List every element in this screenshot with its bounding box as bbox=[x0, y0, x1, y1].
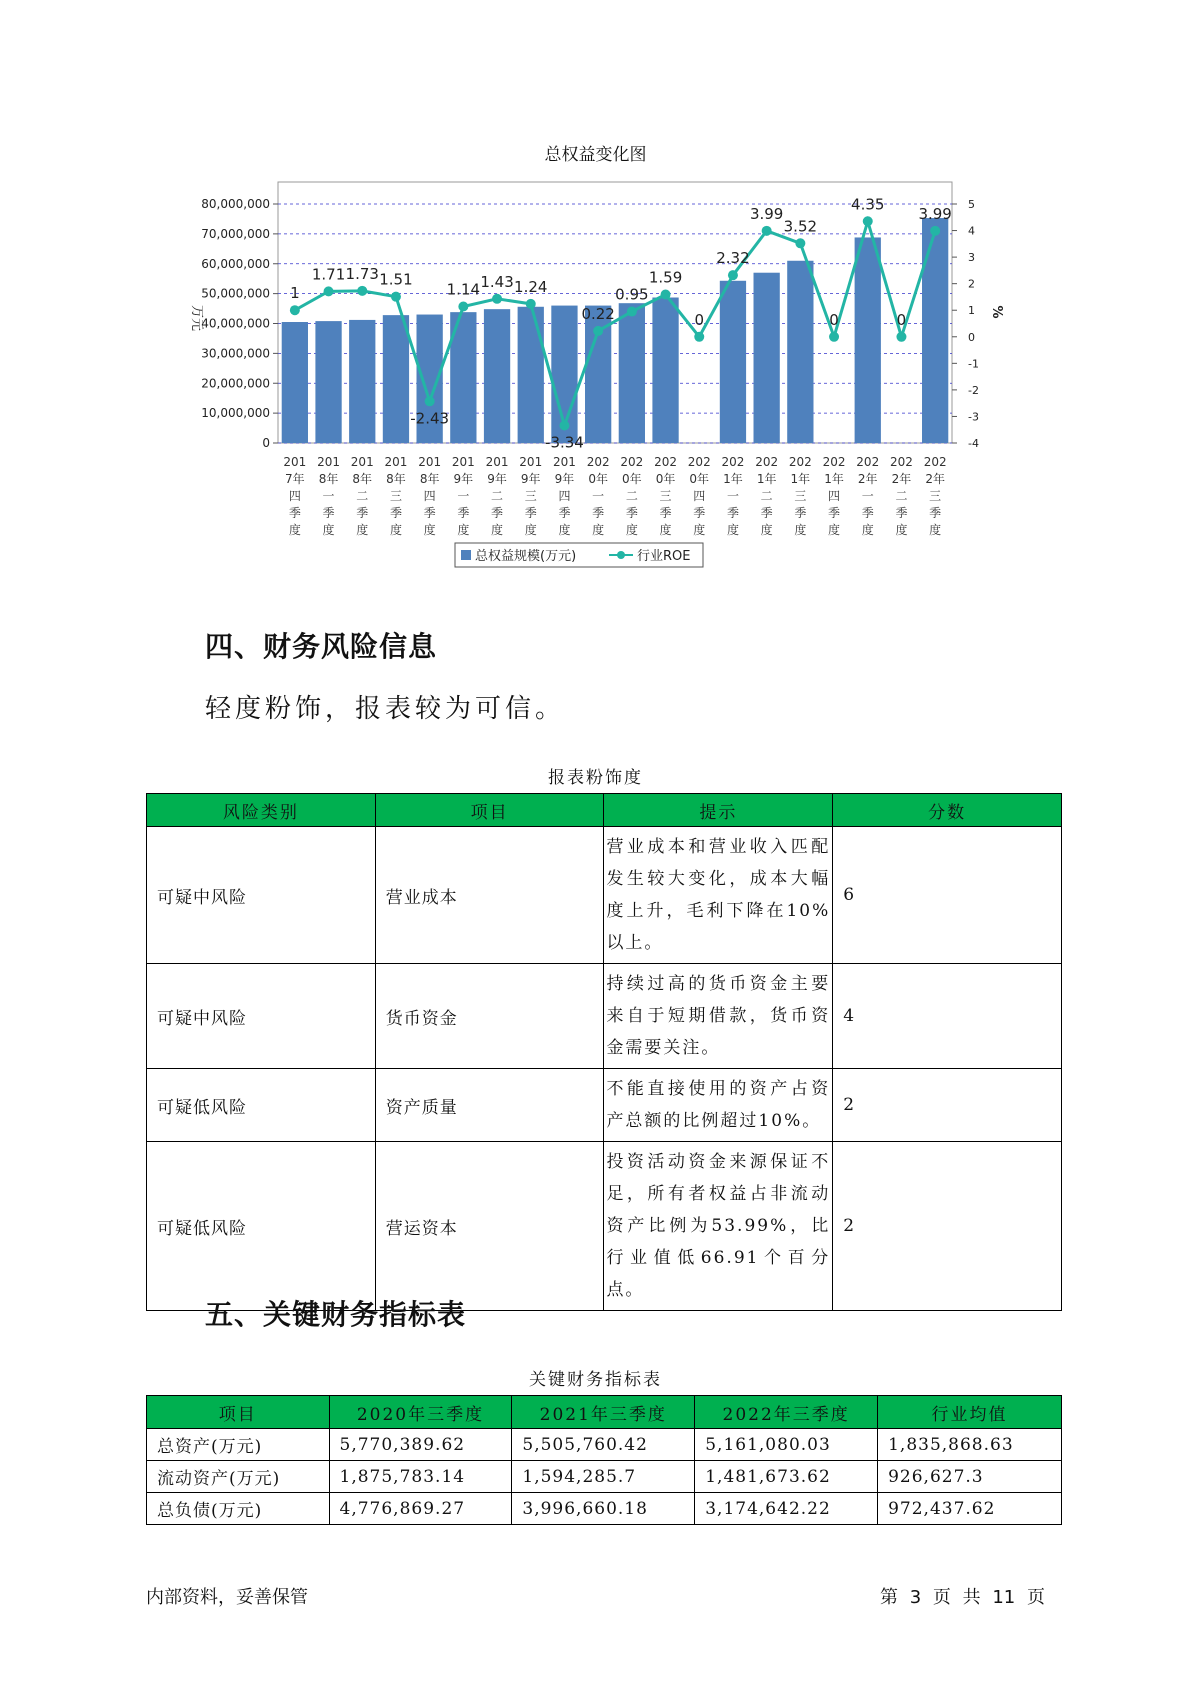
x-tick-label: 度 bbox=[659, 523, 672, 537]
x-tick-label: 季 bbox=[558, 506, 571, 520]
right-tick-label: 2 bbox=[968, 277, 975, 291]
x-tick-label: 四 bbox=[828, 489, 841, 503]
risk-row bbox=[147, 827, 1062, 964]
x-tick-label: 度 bbox=[693, 523, 706, 537]
risk-row bbox=[147, 1142, 1062, 1311]
x-tick-label: 二 bbox=[760, 489, 773, 503]
x-tick-label: 0年 bbox=[622, 472, 642, 486]
left-tick-label: 80,000,000 bbox=[201, 197, 270, 211]
x-tick-label: 202 bbox=[755, 455, 779, 469]
risk-table-caption: 报表粉饰度 bbox=[548, 768, 643, 788]
x-tick-label: 202 bbox=[889, 455, 913, 469]
left-tick-label: 30,000,000 bbox=[201, 346, 270, 361]
x-tick-label: 一 bbox=[457, 489, 470, 503]
right-tick-label: 5 bbox=[968, 198, 975, 211]
roe-point bbox=[324, 286, 334, 296]
roe-point bbox=[896, 332, 906, 342]
roe-point bbox=[661, 290, 671, 300]
risk-header-cell: 提示 bbox=[604, 794, 833, 827]
equity-bar bbox=[922, 218, 948, 443]
roe-data-label: -3.34 bbox=[545, 433, 584, 452]
roe-data-label: 1.14 bbox=[446, 280, 481, 299]
key-cell: 926,627.3 bbox=[878, 1461, 1062, 1493]
key-header-cell: 2022年三季度 bbox=[695, 1396, 878, 1429]
roe-data-label: 0.95 bbox=[615, 285, 649, 304]
key-header-cell: 2021年三季度 bbox=[512, 1396, 695, 1429]
right-axis-title: % bbox=[989, 305, 1004, 319]
equity-bar bbox=[282, 322, 308, 443]
right-tick-label: -2 bbox=[968, 383, 979, 397]
x-tick-label: 度 bbox=[322, 523, 335, 537]
x-tick-label: 度 bbox=[389, 523, 402, 537]
x-tick-label: 季 bbox=[457, 506, 470, 520]
roe-point bbox=[492, 294, 502, 304]
x-tick-label: 度 bbox=[423, 523, 436, 537]
x-tick-label: 度 bbox=[288, 523, 301, 537]
right-tick-label: 1 bbox=[968, 304, 975, 318]
x-tick-label: 201 bbox=[451, 455, 475, 469]
equity-bar bbox=[315, 321, 341, 443]
x-tick-label: 度 bbox=[457, 523, 470, 537]
x-tick-label: 2年 bbox=[891, 472, 912, 486]
x-tick-label: 201 bbox=[519, 455, 543, 469]
x-tick-label: 季 bbox=[288, 506, 301, 520]
x-tick-label: 0年 bbox=[588, 472, 608, 486]
chart-title: 总权益变化图 bbox=[544, 145, 647, 165]
x-tick-label: 7年 bbox=[285, 472, 305, 486]
risk-section-heading: 四、财务风险信息 bbox=[205, 630, 438, 663]
equity-bar bbox=[383, 315, 409, 443]
legend-line-label: 行业ROE bbox=[637, 549, 691, 564]
x-tick-label: 季 bbox=[895, 506, 908, 520]
x-tick-label: 二 bbox=[491, 489, 504, 503]
key-financial-table bbox=[146, 1395, 1062, 1525]
risk-score-cell: 2 bbox=[833, 1069, 1062, 1142]
roe-point bbox=[391, 292, 401, 302]
risk-table bbox=[146, 793, 1062, 1311]
risk-hint-cell: 不能直接使用的资产占资产总额的比例超过10%。 bbox=[604, 1069, 833, 1142]
key-cell: 1,875,783.14 bbox=[329, 1461, 512, 1493]
x-tick-label: 8年 bbox=[318, 472, 339, 486]
x-tick-label: 度 bbox=[726, 523, 739, 537]
x-tick-label: 度 bbox=[592, 523, 605, 537]
right-tick-label: 0 bbox=[968, 330, 975, 344]
roe-data-label: 4.35 bbox=[851, 195, 885, 214]
x-tick-label: 二 bbox=[625, 489, 638, 503]
left-tick-label: 40,000,000 bbox=[201, 316, 270, 331]
roe-data-label: 1.71 bbox=[311, 265, 346, 284]
roe-data-label: 3.99 bbox=[749, 204, 784, 223]
key-cell: 总负债(万元) bbox=[147, 1493, 330, 1525]
x-tick-label: 四 bbox=[423, 489, 436, 503]
left-tick-label: 60,000,000 bbox=[201, 256, 270, 271]
risk-summary: 轻度粉饰，报表较为可信。 bbox=[205, 694, 566, 724]
x-tick-label: 季 bbox=[356, 506, 369, 520]
x-tick-label: 8年 bbox=[419, 472, 440, 486]
key-header-cell: 2020年三季度 bbox=[329, 1396, 512, 1429]
roe-data-label: 0 bbox=[829, 310, 839, 329]
x-tick-label: 度 bbox=[760, 523, 773, 537]
risk-score-cell: 2 bbox=[833, 1142, 1062, 1311]
roe-point bbox=[425, 396, 435, 406]
x-tick-label: 202 bbox=[654, 455, 678, 469]
key-cell: 3,174,642.22 bbox=[695, 1493, 878, 1525]
x-tick-label: 201 bbox=[485, 455, 509, 469]
x-tick-label: 202 bbox=[788, 455, 812, 469]
risk-item-cell: 资产质量 bbox=[375, 1069, 604, 1142]
x-tick-label: 202 bbox=[822, 455, 846, 469]
left-tick-label: 0 bbox=[262, 436, 270, 450]
chart-svg bbox=[0, 0, 1191, 600]
x-tick-label: 季 bbox=[929, 506, 942, 520]
key-cell: 4,776,869.27 bbox=[329, 1493, 512, 1525]
x-tick-label: 201 bbox=[350, 455, 374, 469]
roe-point bbox=[290, 305, 300, 315]
risk-category-cell: 可疑低风险 bbox=[147, 1142, 376, 1311]
x-tick-label: 9年 bbox=[554, 472, 575, 486]
roe-data-label: 2.32 bbox=[716, 249, 750, 268]
x-tick-label: 2年 bbox=[925, 472, 945, 486]
key-cell: 5,770,389.62 bbox=[329, 1429, 512, 1461]
equity-bar bbox=[484, 309, 510, 443]
x-tick-label: 度 bbox=[861, 523, 874, 537]
key-table-caption: 关键财务指标表 bbox=[529, 1370, 662, 1390]
x-tick-label: 0年 bbox=[655, 472, 676, 486]
x-tick-label: 三 bbox=[524, 489, 537, 503]
key-cell: 1,594,285.7 bbox=[512, 1461, 695, 1493]
x-tick-label: 201 bbox=[418, 455, 442, 469]
x-tick-label: 三 bbox=[929, 489, 942, 503]
x-tick-label: 四 bbox=[558, 489, 571, 503]
key-row bbox=[147, 1461, 1062, 1493]
x-tick-label: 202 bbox=[856, 455, 880, 469]
x-tick-label: 1年 bbox=[756, 472, 777, 486]
equity-bar bbox=[754, 273, 780, 443]
risk-header-cell: 分数 bbox=[833, 794, 1062, 827]
x-tick-label: 季 bbox=[491, 506, 504, 520]
x-tick-label: 度 bbox=[929, 523, 942, 537]
x-tick-label: 季 bbox=[592, 506, 605, 520]
x-tick-label: 2年 bbox=[857, 472, 878, 486]
x-tick-label: 季 bbox=[389, 506, 402, 520]
risk-header-cell: 项目 bbox=[375, 794, 604, 827]
footer-confidential: 内部资料，妥善保管 bbox=[146, 1587, 308, 1608]
x-tick-label: 一 bbox=[726, 489, 739, 503]
roe-data-label: 1.51 bbox=[379, 270, 413, 289]
x-tick-label: 202 bbox=[586, 455, 610, 469]
x-tick-label: 202 bbox=[923, 455, 947, 469]
x-tick-label: 季 bbox=[794, 506, 807, 520]
risk-score-cell: 4 bbox=[833, 964, 1062, 1069]
right-tick-label: 3 bbox=[968, 251, 975, 265]
key-cell: 972,437.62 bbox=[878, 1493, 1062, 1525]
x-tick-label: 201 bbox=[317, 455, 341, 469]
risk-item-cell: 货币资金 bbox=[375, 964, 604, 1069]
risk-item-cell: 营业成本 bbox=[375, 827, 604, 964]
x-tick-label: 季 bbox=[423, 506, 436, 520]
x-tick-label: 四 bbox=[288, 489, 301, 503]
key-cell: 5,161,080.03 bbox=[695, 1429, 878, 1461]
x-tick-label: 202 bbox=[687, 455, 711, 469]
x-tick-label: 季 bbox=[861, 506, 874, 520]
roe-point bbox=[593, 326, 603, 336]
left-tick-label: 20,000,000 bbox=[201, 376, 270, 391]
left-tick-label: 10,000,000 bbox=[201, 406, 270, 421]
key-header-cell: 项目 bbox=[147, 1396, 330, 1429]
roe-point bbox=[863, 216, 873, 226]
roe-point bbox=[526, 299, 536, 309]
roe-point bbox=[694, 332, 704, 342]
key-row bbox=[147, 1493, 1062, 1525]
legend-line-marker bbox=[617, 551, 625, 559]
key-cell: 流动资产(万元) bbox=[147, 1461, 330, 1493]
risk-category-cell: 可疑中风险 bbox=[147, 964, 376, 1069]
roe-point bbox=[728, 270, 738, 280]
x-tick-label: 四 bbox=[693, 489, 706, 503]
key-section-heading: 五、关键财务指标表 bbox=[205, 1298, 467, 1331]
x-tick-label: 9年 bbox=[453, 472, 474, 486]
x-tick-label: 一 bbox=[861, 489, 874, 503]
risk-hint-cell: 持续过高的货币资金主要来自于短期借款，货币资金需要关注。 bbox=[604, 964, 833, 1069]
key-cell: 5,505,760.42 bbox=[512, 1429, 695, 1461]
roe-data-label: 3.52 bbox=[783, 217, 818, 236]
x-tick-label: 201 bbox=[283, 455, 307, 469]
x-tick-label: 9年 bbox=[520, 472, 541, 486]
x-tick-label: 季 bbox=[524, 506, 537, 520]
equity-bar bbox=[619, 303, 645, 443]
equity-bar bbox=[855, 237, 881, 443]
legend-bar-swatch bbox=[461, 550, 471, 560]
x-tick-label: 度 bbox=[491, 523, 504, 537]
x-tick-label: 8年 bbox=[386, 472, 406, 486]
x-tick-label: 季 bbox=[322, 506, 335, 520]
key-cell: 3,996,660.18 bbox=[512, 1493, 695, 1525]
key-cell: 1,835,868.63 bbox=[878, 1429, 1062, 1461]
key-cell: 总资产(万元) bbox=[147, 1429, 330, 1461]
roe-point bbox=[458, 302, 468, 312]
roe-data-label: 1.73 bbox=[345, 264, 379, 283]
roe-data-label: 1.24 bbox=[514, 277, 548, 296]
legend-bar-label: 总权益规模(万元) bbox=[475, 549, 577, 564]
roe-point bbox=[357, 286, 367, 296]
key-row bbox=[147, 1429, 1062, 1461]
left-axis-title: 万元 bbox=[189, 304, 204, 332]
x-tick-label: 9年 bbox=[487, 472, 507, 486]
risk-score-cell: 6 bbox=[833, 827, 1062, 964]
equity-bar bbox=[787, 261, 813, 443]
x-tick-label: 度 bbox=[356, 523, 369, 537]
x-tick-label: 季 bbox=[760, 506, 773, 520]
plot-frame bbox=[278, 182, 952, 443]
roe-data-label: 3.99 bbox=[918, 204, 952, 223]
equity-bar bbox=[720, 281, 746, 443]
x-tick-label: 8年 bbox=[352, 472, 373, 486]
equity-chart bbox=[0, 0, 1191, 600]
roe-data-label: 0.22 bbox=[581, 304, 615, 323]
roe-point bbox=[829, 332, 839, 342]
x-tick-label: 三 bbox=[794, 489, 807, 503]
x-tick-label: 202 bbox=[721, 455, 745, 469]
equity-bar bbox=[349, 320, 375, 443]
x-tick-label: 1年 bbox=[824, 472, 844, 486]
x-tick-label: 1年 bbox=[790, 472, 811, 486]
roe-point bbox=[627, 307, 637, 317]
roe-data-label: -2.43 bbox=[410, 409, 450, 428]
x-tick-label: 三 bbox=[659, 489, 672, 503]
roe-point bbox=[762, 226, 772, 236]
x-tick-label: 一 bbox=[592, 489, 605, 503]
x-tick-label: 201 bbox=[552, 455, 576, 469]
risk-hint-cell: 营业成本和营业收入匹配发生较大变化，成本大幅度上升，毛利下降在10%以上。 bbox=[604, 827, 833, 964]
roe-point bbox=[795, 238, 805, 248]
x-tick-label: 度 bbox=[895, 523, 908, 537]
key-cell: 1,481,673.62 bbox=[695, 1461, 878, 1493]
x-tick-label: 季 bbox=[828, 506, 841, 520]
x-tick-label: 二 bbox=[895, 489, 908, 503]
x-tick-label: 三 bbox=[389, 489, 402, 503]
x-tick-label: 度 bbox=[794, 523, 807, 537]
risk-category-cell: 可疑中风险 bbox=[147, 827, 376, 964]
key-header-cell: 行业均值 bbox=[878, 1396, 1062, 1429]
right-tick-label: 4 bbox=[968, 224, 975, 238]
x-tick-label: 201 bbox=[384, 455, 408, 469]
risk-header-cell: 风险类别 bbox=[147, 794, 376, 827]
risk-hint-cell: 投资活动资金来源保证不足，所有者权益占非流动资产比例为53.99%，比行业值低66.91个百分点。 bbox=[604, 1142, 833, 1311]
x-tick-label: 二 bbox=[356, 489, 369, 503]
x-tick-label: 度 bbox=[828, 523, 841, 537]
roe-point bbox=[559, 420, 569, 430]
equity-bar bbox=[652, 298, 678, 443]
x-tick-label: 度 bbox=[524, 523, 537, 537]
right-tick-label: -1 bbox=[968, 357, 979, 371]
risk-item-cell: 营运资本 bbox=[375, 1142, 604, 1311]
roe-data-label: 1.43 bbox=[480, 272, 514, 291]
x-tick-label: 季 bbox=[693, 506, 706, 520]
footer-page-number: 第 3 页 共 11 页 bbox=[880, 1587, 1045, 1608]
left-tick-label: 50,000,000 bbox=[201, 286, 270, 301]
x-tick-label: 季 bbox=[659, 506, 672, 520]
x-tick-label: 度 bbox=[625, 523, 638, 537]
x-tick-label: 季 bbox=[625, 506, 638, 520]
right-tick-label: -4 bbox=[968, 437, 979, 450]
x-tick-label: 一 bbox=[322, 489, 335, 503]
x-tick-label: 度 bbox=[558, 523, 571, 537]
roe-data-label: 0 bbox=[896, 310, 907, 329]
equity-bar bbox=[518, 307, 544, 443]
roe-point bbox=[930, 226, 940, 236]
x-tick-label: 0年 bbox=[689, 472, 710, 486]
risk-row bbox=[147, 1069, 1062, 1142]
risk-category-cell: 可疑低风险 bbox=[147, 1069, 376, 1142]
x-tick-label: 202 bbox=[620, 455, 644, 469]
roe-data-label: 1.59 bbox=[648, 268, 683, 287]
roe-data-label: 0 bbox=[694, 310, 705, 329]
right-tick-label: -3 bbox=[968, 410, 979, 424]
risk-row bbox=[147, 964, 1062, 1069]
x-tick-label: 1年 bbox=[723, 472, 743, 486]
roe-data-label: 1 bbox=[290, 284, 300, 303]
x-tick-label: 季 bbox=[726, 506, 739, 520]
left-tick-label: 70,000,000 bbox=[201, 226, 270, 241]
